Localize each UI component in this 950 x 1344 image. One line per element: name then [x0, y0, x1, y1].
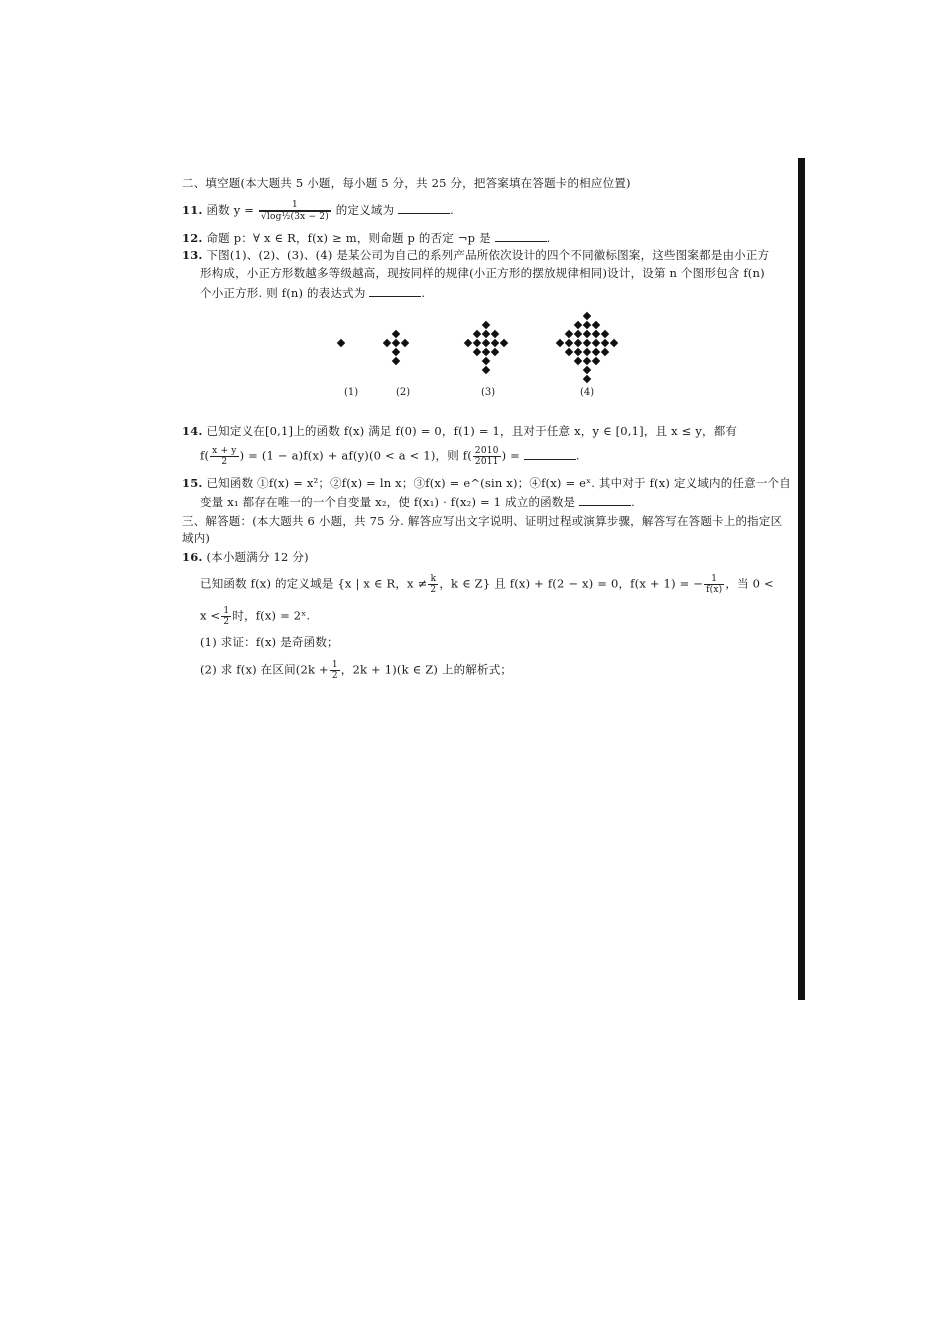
question-number: 16.: [182, 550, 203, 564]
answer-blank: [369, 285, 421, 297]
question-13-line3: [200, 285, 425, 301]
logo-square: [583, 312, 591, 320]
logo-square: [583, 339, 591, 347]
logo-square: [565, 348, 573, 356]
question-16-part1: (1) 求证：f(x) 是奇函数；: [200, 635, 339, 649]
logo-square: [583, 357, 591, 365]
logo-square: [392, 348, 400, 356]
logo-square: [610, 339, 618, 347]
logo-square: [583, 348, 591, 356]
question-16-part2: [200, 660, 512, 681]
section-heading-fill-in: 二、填空题(本大题共 5 小题，每小题 5 分，共 25 分，把答案填在答题卡的相应位置): [182, 176, 631, 190]
logo-square: [383, 339, 391, 347]
logo-square: [574, 357, 582, 365]
q11-prefix: 函数 y =: [206, 203, 255, 217]
q16-line2-b: 时，f(x) = 2ˣ.: [232, 608, 311, 623]
q16-part2-a: (2) 求 f(x) 在区间(2k +: [200, 662, 329, 677]
logo-square: [592, 357, 600, 365]
question-13-line1: [182, 248, 769, 263]
logo-square: [482, 366, 490, 374]
logo-square: [574, 348, 582, 356]
logo-square: [583, 366, 591, 374]
q16-line1-b: ，k ∈ Z} 且 f(x) + f(2 − x) = 0，f(x + 1) = −: [439, 576, 704, 591]
q14-tail: ) =: [501, 448, 521, 463]
logo-square: [392, 330, 400, 338]
figure-label-1: (1): [344, 387, 359, 398]
page-right-border: [798, 158, 805, 1000]
q16-inv-den: f(x): [706, 585, 723, 595]
logo-square: [574, 330, 582, 338]
q14-fraction-1: [210, 446, 238, 467]
q13-line3: 个小正方形. 则 f(n) 的表达式为: [200, 286, 366, 300]
q14-middle: ) = (1 − a)f(x) + af(y)(0 < a < 1)，则 f(: [239, 448, 472, 463]
q14-frac1-den: 2: [221, 457, 228, 467]
logo-square: [565, 339, 573, 347]
q16-part2-fraction: [330, 660, 340, 681]
logo-square: [473, 330, 481, 338]
q12-text: 命题 p：∀ x ∈ R，f(x) ≥ m，则命题 p 的否定 ¬p 是: [206, 231, 491, 245]
logo-square: [482, 321, 490, 329]
logo-square: [592, 321, 600, 329]
question-15-line1: [182, 476, 791, 491]
q11-numerator: 1: [259, 200, 331, 211]
logo-square: [482, 357, 490, 365]
question-12: [182, 230, 551, 246]
logo-square: [601, 330, 609, 338]
logo-square: [392, 339, 400, 347]
logo-square: [464, 339, 472, 347]
section-heading-answer: 三、解答题：(本大题共 6 小题，共 75 分. 解答应写出文字说明、证明过程或演算步骤，解答写在答题卡上的指定区: [182, 514, 783, 528]
q16-half-fraction: [221, 606, 231, 627]
answer-blank: [398, 202, 450, 214]
q14-f-prefix: f(: [200, 448, 210, 463]
q14-line1: 已知定义在[0,1]上的函数 f(x) 满足 f(0) = 0，f(1) = 1，且对于任意 x，y ∈ [0,1]，且 x ≤ y，都有: [206, 424, 738, 438]
q16-part2-num: 1: [331, 660, 338, 670]
figure-label-3: (3): [481, 387, 496, 398]
section-heading-answer-cont: 域内): [182, 531, 211, 545]
q16-k-num: k: [428, 574, 438, 585]
question-number: 14.: [182, 424, 203, 438]
question-16-line2: [200, 606, 310, 627]
q16-line1-a: 已知函数 f(x) 的定义域是 {x | x ∈ R，x ≠: [200, 576, 428, 591]
q15-end: .: [631, 495, 635, 509]
question-15-line2: [200, 494, 635, 510]
logo-square: [491, 339, 499, 347]
logo-square: [482, 348, 490, 356]
answer-blank: [579, 494, 631, 506]
q14-frac2-num: 2010: [474, 446, 499, 456]
q14-frac1-num: x + y: [212, 446, 237, 456]
q16-line2-a: x <: [200, 608, 221, 623]
q15-line2: 变量 x₁ 都存在唯一的一个自变量 x₂，使 f(x₁) · f(x₂) = 1 成立的函数是: [200, 495, 576, 509]
q14-end: .: [575, 448, 580, 463]
question-13-line2: 形构成，小正方形数越多等级越高，现按同样的规律(小正方形的摆放规律相同)设计，设第 n 个图形包含 f(n): [200, 266, 765, 280]
logo-square: [592, 339, 600, 347]
logo-square: [574, 339, 582, 347]
logo-square: [592, 330, 600, 338]
q11-end: .: [450, 203, 454, 217]
q14-fraction-2: [473, 446, 501, 467]
q16-k-den: 2: [430, 585, 437, 595]
q16-line1-c: ，当 0 <: [725, 576, 774, 591]
q16-inv-fraction: [704, 574, 724, 595]
logo-square: [601, 339, 609, 347]
logo-square: [482, 330, 490, 338]
q14-frac2-den: 2011: [474, 457, 499, 467]
logo-square: [473, 339, 481, 347]
logo-square: [574, 321, 582, 329]
figure-label-2: (2): [396, 387, 411, 398]
logo-square: [601, 348, 609, 356]
logo-square: [482, 339, 490, 347]
q11-fraction: [259, 200, 331, 222]
answer-blank: [524, 448, 576, 460]
question-number: 13.: [182, 248, 203, 262]
question-number: 11.: [182, 203, 203, 217]
logo-square: [491, 330, 499, 338]
logo-square: [401, 339, 409, 347]
figure-label-4: (4): [580, 387, 595, 398]
logo-square: [337, 339, 345, 347]
q15-line1: 已知函数 ①f(x) = x²；②f(x) = ln x；③f(x) = e^(sin x)；④f(x) = eˣ. 其中对于 f(x) 定义域内的任意一个自: [206, 476, 791, 490]
question-14-line2: [200, 446, 580, 467]
q16-k-fraction: [428, 574, 438, 595]
logo-square: [473, 348, 481, 356]
q16-half-num: 1: [223, 606, 230, 616]
question-11: [182, 200, 454, 222]
question-14-line1: [182, 424, 737, 439]
q13-end: .: [421, 286, 426, 300]
q16-part2-b: ，2k + 1)(k ∈ Z) 上的解析式；: [340, 662, 513, 677]
q16-header: (本小题满分 12 分): [206, 550, 309, 564]
q16-part2-den: 2: [331, 671, 338, 681]
question-number: 15.: [182, 476, 203, 490]
logo-square: [565, 330, 573, 338]
logo-square: [556, 339, 564, 347]
answer-blank: [495, 230, 547, 242]
logo-square: [392, 357, 400, 365]
q11-denominator: √log½(3x − 2): [260, 212, 329, 222]
logo-square: [583, 375, 591, 383]
question-number: 12.: [182, 231, 203, 245]
question-16-header: [182, 550, 309, 565]
question-16-line1: [200, 574, 774, 595]
logo-square: [583, 330, 591, 338]
q13-line1: 下图(1)、(2)、(3)、(4) 是某公司为自己的系列产品所依次设计的四个不同徽标图案，这些图案都是由小正方: [206, 248, 770, 262]
logo-square: [592, 348, 600, 356]
q16-half-den: 2: [223, 617, 230, 627]
q12-end: .: [546, 231, 551, 245]
logo-square: [583, 321, 591, 329]
logo-square: [491, 348, 499, 356]
q11-suffix: 的定义域为: [335, 203, 395, 217]
logo-square: [500, 339, 508, 347]
q16-inv-num: 1: [704, 574, 724, 585]
